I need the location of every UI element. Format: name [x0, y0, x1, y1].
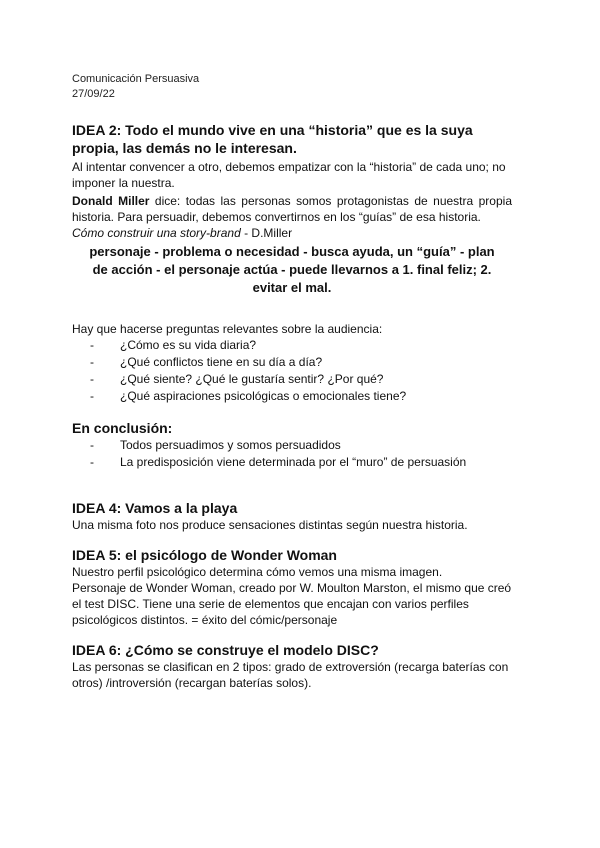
list-item: - ¿Qué conflictos tiene en su día a día?	[90, 354, 512, 371]
book-title: Cómo construir una story-brand	[72, 226, 241, 240]
questions-intro: Hay que hacerse preguntas relevantes sobre la audiencia:	[72, 322, 383, 336]
idea-2-paragraph-2	[72, 193, 512, 225]
list-item: - ¿Qué aspiraciones psicológicas o emocionales tiene?	[90, 388, 512, 405]
conclusion-title: En conclusión:	[72, 420, 173, 436]
story-steps: personaje - problema o necesidad - busca ayuda, un “guía” - plan de acción - el personaje actúa - puede llevarnos a 1. final feliz; 2. evitar el mal.	[89, 244, 495, 295]
book-author: - D.Miller	[240, 226, 293, 240]
idea-4-title: IDEA 4: Vamos a la playa	[72, 500, 238, 516]
section-idea-2	[72, 121, 512, 405]
course-name: Comunicación Persuasiva	[72, 73, 200, 85]
document-header	[72, 72, 512, 102]
author-name: Donald Miller	[72, 194, 150, 208]
idea-5-paragraph-1: Nuestro perfil psicológico determina cómo vemos una misma imagen.	[72, 565, 443, 579]
questions-list	[72, 337, 512, 405]
idea-6-text: Las personas se clasifican en 2 tipos: grado de extroversión (recarga baterías con otros) /introversión (recargan baterías solos).	[72, 660, 509, 690]
section-idea-5	[72, 546, 512, 628]
list-item: - ¿Qué siente? ¿Qué le gustaría sentir? ¿Por qué?	[90, 371, 512, 388]
section-conclusion	[72, 419, 512, 471]
idea-2-title: IDEA 2: Todo el mundo vive en una “historia” que es la suya propia, las demás no le interesan.	[72, 122, 473, 156]
book-reference	[72, 225, 512, 241]
idea-4-text: Una misma foto nos produce sensaciones distintas según nuestra historia.	[72, 518, 468, 532]
idea-5-paragraph-2: Personaje de Wonder Woman, creado por W. Moulton Marston, el mismo que creó el test DISC. Tiene una serie de elementos que encajan con varios perfiles psicológicos distintos. = éxito del cómic/personaje	[72, 581, 512, 627]
list-item: - La predisposición viene determinada por el “muro” de persuasión	[90, 454, 512, 471]
date: 27/09/22	[72, 88, 115, 100]
idea-5-title: IDEA 5: el psicólogo de Wonder Woman	[72, 547, 337, 563]
idea-6-title: IDEA 6: ¿Cómo se construye el modelo DISC?	[72, 642, 379, 658]
list-item: - Todos persuadimos y somos persuadidos	[90, 437, 512, 454]
section-idea-6	[72, 641, 512, 691]
list-item: - ¿Cómo es su vida diaria?	[90, 337, 512, 354]
idea-2-paragraph-1: Al intentar convencer a otro, debemos empatizar con la “historia” de cada uno; no imponer la nuestra.	[72, 160, 506, 190]
idea-2-paragraph-2-text: dice: todas las personas somos protagonistas de nuestra propia historia. Para persuadir, debemos convertirnos en los “guías” de esa historia.	[72, 194, 512, 224]
conclusion-list	[72, 437, 512, 471]
section-idea-4	[72, 499, 512, 533]
